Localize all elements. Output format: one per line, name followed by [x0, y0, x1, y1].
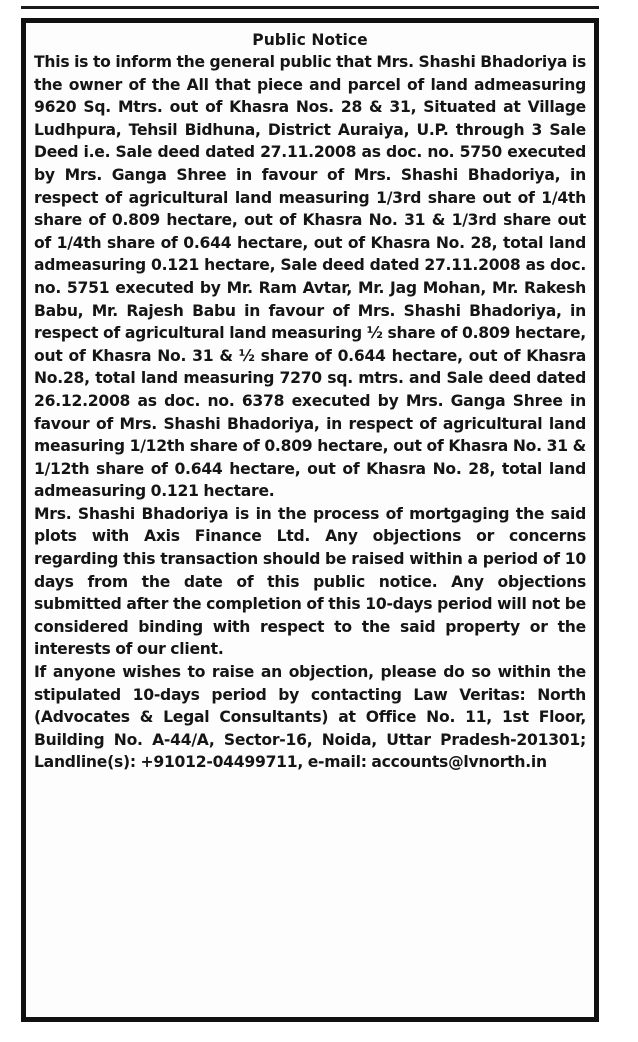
notice-paragraph-mortgage: Mrs. Shashi Bhadoriya is in the process of mortgaging the said plots with Axis Finance Ltd. Any objections or concerns regarding this transaction should be raised within a period of 10 days from the date of this public notice. Any objections submitted after the completion of this 10-days period will not be considered binding with respect to the said property or the interests of our client. — [34, 504, 586, 659]
notice-paragraph-ownership: This is to inform the general public that Mrs. Shashi Bhadoriya is the owner of the All that piece and parcel of land admeasuring 9620 Sq. Mtrs. out of Khasra Nos. 28 & 31, Situated at Village Ludhpura, Tehsil Bidhuna, District Auraiya, U.P. through 3 Sale Deed i.e. Sale deed dated 27.11.2008 as doc. no. 5750 executed by Mrs. Ganga Shree in favour of Mrs. Shashi Bhadoriya, in respect of agricultural land measuring 1/3rd share out of 1/4th share of 0.809 hectare, out of Khasra No. 31 & 1/3rd share out of 1/4th share of 0.644 hectare, out of Khasra No. 28, total land admeasuring 0.121 hectare, Sale deed dated 27.11.2008 as doc. no. 5751 executed by Mr. Ram Avtar, Mr. Jag Mohan, Mr. Rakesh Babu, Mr. Rajesh Babu in favour of Mrs. Shashi Bhadoriya, in respect of agricultural land measuring ½ share of 0.809 hectare, out of Khasra No. 31 & ½ share of 0.644 hectare, out of Khasra No.28, total land measuring 7270 sq. mtrs. and Sale deed dated 26.12.2008 as doc. no. 6378 executed by Mrs. Ganga Shree in favour of Mrs. Shashi Bhadoriya, in respect of agricultural land measuring 1/12th share of 0.809 hectare, out of Khasra No. 31 & 1/12th share of 0.644 hectare, out of Khasra No. 28, total land admeasuring 0.121 hectare. — [34, 53, 586, 501]
notice-paragraph-contact: If anyone wishes to raise an objection, please do so within the stipulated 10-days period by contacting Law Veritas: North (Advocates & Legal Consultants) at Office No. 11, 1st Floor, Building No. A-44/A, Sector-16, Noida, Uttar Pradesh-201301; Landline(s): +91012-04499711, e-mail: accounts@lvnorth.in — [34, 663, 586, 772]
notice-title: Public Notice — [252, 31, 368, 49]
public-notice-box — [21, 18, 599, 1022]
top-divider-rule — [21, 6, 599, 9]
